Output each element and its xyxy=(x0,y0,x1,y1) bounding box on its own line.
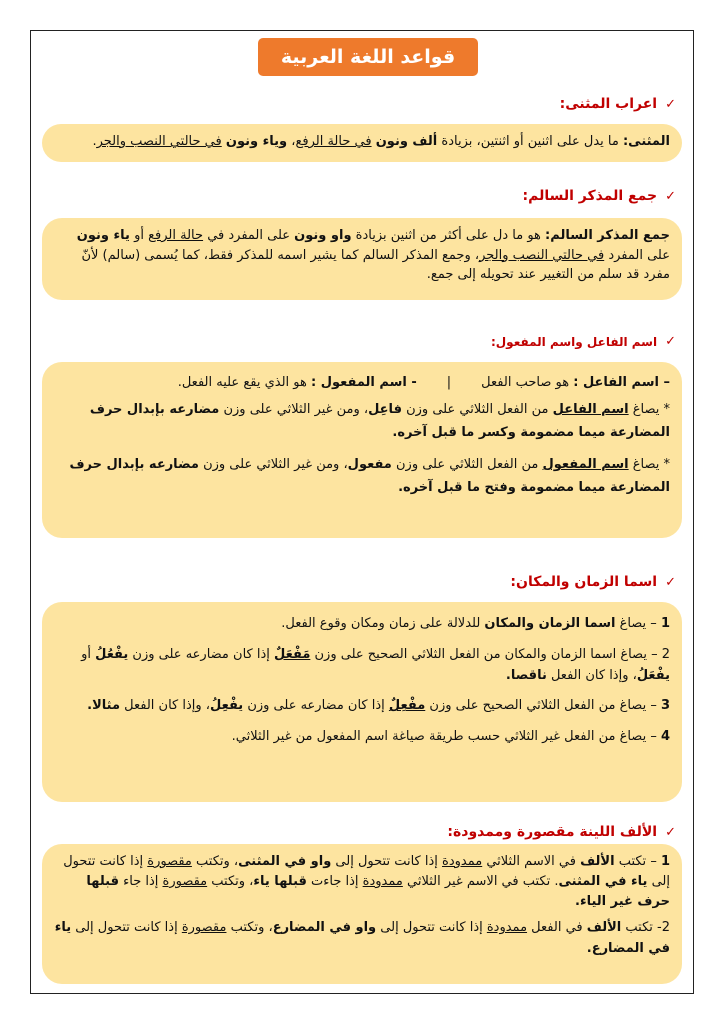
bold-text: ناقصا. xyxy=(505,667,547,683)
underlined-text: في حالة الرفع xyxy=(295,134,372,149)
text: هو الذي يقع عليه الفعل. xyxy=(177,375,311,390)
bold-text: يفْعِلُ xyxy=(210,698,244,714)
section-box-time-place xyxy=(42,602,682,802)
passive-participle-definition xyxy=(178,372,417,395)
text: إذا كانت تتحول إلى xyxy=(63,854,670,890)
bold-text: الألف xyxy=(580,854,615,869)
bold-text: واو ونون xyxy=(294,228,352,243)
underlined-text: ممدودة xyxy=(486,920,528,936)
text: * يصاغ xyxy=(628,401,670,417)
underlined-text: ممدودة xyxy=(442,854,483,869)
section-heading-label: الألف اللينة مقصورة وممدودة: xyxy=(447,824,658,840)
section-box-alif xyxy=(42,844,682,984)
text: – يصاغ من الفعل غير الثلاثي حسب طريقة صياغة اسم المفعول من غير الثلاثي. xyxy=(231,729,661,745)
underlined-text: مَفْعَلٌ xyxy=(274,646,311,662)
paragraph xyxy=(54,852,670,912)
text: ، وإذا كان الفعل xyxy=(546,667,637,683)
term: جمع المذكر السالم: xyxy=(545,228,670,243)
bold-text: واو في المثنى xyxy=(238,854,332,869)
number: 3 xyxy=(660,698,670,714)
text: على المفرد xyxy=(604,247,670,263)
text: إذا كان مضارعه على وزن xyxy=(128,646,275,662)
bold-text: مضارعه بإبدال حرف المضارعة ميما مضمومة وكسر ما قبل آخره. xyxy=(89,401,670,440)
separator: | xyxy=(446,375,452,390)
underlined-text: في حالتي النصب والجر xyxy=(479,247,605,263)
bold-text: مضارعه بإبدال حرف المضارعة ميما مضمومة وفتح ما قبل آخره. xyxy=(69,457,670,495)
number: 2- xyxy=(657,920,670,936)
paragraph xyxy=(54,918,670,958)
text: في الاسم الثلاثي xyxy=(482,854,581,869)
paragraph xyxy=(54,132,670,152)
term: - اسم المفعول : xyxy=(310,375,417,390)
bold-text: وياء ونون xyxy=(225,134,288,149)
number: 1 xyxy=(660,616,670,631)
section-heading-label: اعراب المثنى: xyxy=(559,96,658,112)
bold-text: مفعول xyxy=(347,457,392,473)
section-heading-label: اسم الفاعل واسم المفعول: xyxy=(490,334,658,349)
bold-text: ياء في المضارع. xyxy=(54,920,670,956)
text: إذا كانت تتحول إلى xyxy=(331,854,443,869)
underlined-text: اسم المفعول xyxy=(542,457,629,473)
text: – يصاغ اسما الزمان والمكان من الفعل الثلاثي الصحيح على وزن xyxy=(310,646,662,662)
section-heading-masculine-plural xyxy=(523,188,676,204)
text: أو xyxy=(81,646,96,662)
bold-text: ياء في المثنى xyxy=(558,874,648,890)
bold-text: فاعِل xyxy=(368,401,402,417)
check-icon: ✓ xyxy=(665,824,676,840)
section-heading-alif xyxy=(447,824,676,840)
underlined-text: مقصورة xyxy=(147,854,192,869)
section-heading-participles xyxy=(491,334,676,349)
text: – يصاغ xyxy=(615,616,661,631)
bold-text: واو في المضارع xyxy=(272,920,377,936)
bold-text: ياء ونون xyxy=(76,228,130,243)
text: * يصاغ xyxy=(628,457,670,473)
text: هو صاحب الفعل xyxy=(481,375,574,390)
text: على المفرد في xyxy=(203,228,295,243)
bold-text: يفْعُلُ xyxy=(95,646,129,662)
page-title: قواعد اللغة العربية xyxy=(258,38,478,76)
term: المثنى: xyxy=(622,134,670,149)
active-participle-definition xyxy=(481,372,670,395)
underlined-text: في حالتي النصب والجر xyxy=(96,134,222,149)
check-icon: ✓ xyxy=(665,188,676,204)
text: ما يدل على اثنين أو اثنتين، بزيادة xyxy=(437,134,623,149)
underlined-text: مفْعِلٌ xyxy=(388,698,426,714)
text: من الفعل الثلاثي على وزن xyxy=(401,401,553,417)
text: أو xyxy=(129,228,149,243)
term: – اسم الفاعل : xyxy=(573,375,670,390)
section-box-dual xyxy=(42,124,682,162)
number: 4 xyxy=(660,729,670,745)
text: ، ومن غير الثلاثي على وزن xyxy=(198,457,348,473)
underlined-text: مقصورة xyxy=(181,920,227,936)
text: ، وإذا كان الفعل xyxy=(120,698,210,714)
text: ، xyxy=(287,134,296,149)
text: هو ما دل على أكثر من اثنين بزيادة xyxy=(351,228,546,243)
text: تكتب xyxy=(621,920,658,936)
bold-text: مثالا. xyxy=(87,698,121,714)
bold-text: اسما الزمان والمكان xyxy=(484,616,616,631)
paragraph xyxy=(54,696,670,717)
text: ، وتكتب xyxy=(226,920,273,936)
section-heading-label: اسما الزمان والمكان: xyxy=(510,574,658,590)
section-heading-dual xyxy=(560,96,676,112)
paragraph xyxy=(54,727,670,748)
text: للدلالة على زمان ومكان وقوع الفعل. xyxy=(281,616,485,631)
section-box-masculine-plural xyxy=(42,218,682,300)
text: ، ومن غير الثلاثي على وزن xyxy=(219,401,369,417)
section-box-participles xyxy=(42,362,682,538)
section-heading-label: جمع المذكر السالم: xyxy=(522,188,658,204)
paragraph xyxy=(54,645,670,687)
underlined-text: حالة الرفع xyxy=(148,228,204,243)
text: . تكتب في الاسم غير الثلاثي xyxy=(402,874,559,890)
underlined-text: اسم الفاعل xyxy=(552,401,629,417)
text: إذا كانت تتحول إلى xyxy=(376,920,487,936)
text: إذا كانت تتحول إلى xyxy=(71,920,182,936)
paragraph xyxy=(54,454,670,500)
text: . xyxy=(92,134,97,149)
bold-text: ألف ونون xyxy=(375,134,438,149)
check-icon: ✓ xyxy=(665,96,676,112)
definitions-row xyxy=(54,372,670,395)
text: ، وتكتب xyxy=(191,854,239,869)
text: إذا كان مضارعه على وزن xyxy=(243,698,389,714)
text: – يصاغ من الفعل الثلاثي الصحيح على وزن xyxy=(425,698,661,714)
bold-text: قبلها حرف غير الياء. xyxy=(86,874,670,910)
number: 1 xyxy=(660,854,670,869)
check-icon: ✓ xyxy=(665,574,676,590)
paragraph xyxy=(54,226,670,285)
text: إذا جاءت xyxy=(306,874,363,890)
text: – تكتب xyxy=(614,854,661,869)
paragraph xyxy=(54,614,670,635)
underlined-text: مقصورة xyxy=(162,874,208,890)
bold-text: يفْعَلُ xyxy=(636,667,670,683)
bold-text: قبلها ياء xyxy=(253,874,307,890)
text: ، وجمع المذكر السالم كما يشير اسمه للمذكر فقط، كما يُسمى (سالم) لأنّ مفرد قد سلم من التغيير عند تحويله إلى جمع. xyxy=(81,247,670,282)
text: في الفعل xyxy=(527,920,587,936)
check-icon: ✓ xyxy=(665,334,676,349)
text: ، وتكتب xyxy=(207,874,254,890)
text: إذا جاء xyxy=(118,874,163,890)
bold-text: الألف xyxy=(586,920,622,936)
text: من الفعل الثلاثي على وزن xyxy=(391,457,543,473)
section-heading-time-place xyxy=(510,574,676,590)
number: 2 xyxy=(661,646,670,662)
paragraph xyxy=(54,399,670,445)
underlined-text: ممدودة xyxy=(362,874,403,890)
